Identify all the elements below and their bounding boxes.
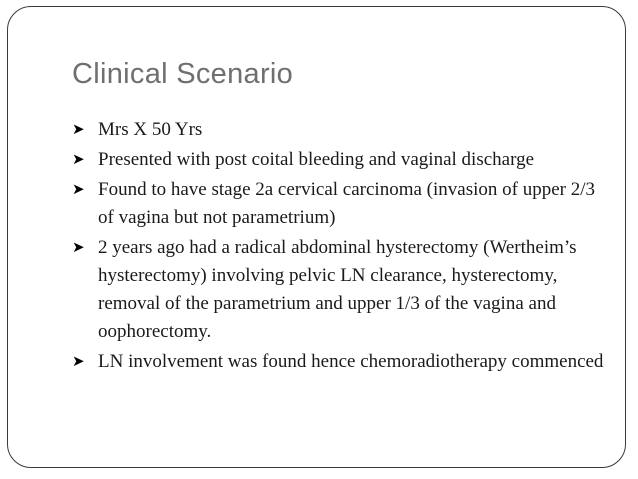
bullet-list — [72, 116, 612, 378]
bullet-text: Presented with post coital bleeding and vaginal discharge — [98, 149, 535, 170]
slide-title: Clinical Scenario — [72, 58, 294, 90]
list-item — [72, 234, 612, 346]
bullet-text: LN involvement was found hence chemoradiotherapy commenced — [98, 351, 604, 372]
slide-frame — [7, 6, 626, 468]
bullet-text: 2 years ago had a radical abdominal hysterectomy (Wertheim’s hysterectomy) involving pelvic LN clearance, hysterectomy, removal of the parametrium and upper 1/3 of the vagina and oophorectomy. — [98, 237, 577, 342]
list-item — [72, 146, 612, 174]
bullet-text: Mrs X 50 Yrs — [98, 119, 203, 140]
list-item — [72, 116, 612, 144]
arrow-bullet-icon: ➤ — [72, 152, 85, 168]
arrow-bullet-icon: ➤ — [72, 122, 85, 138]
arrow-bullet-icon: ➤ — [72, 182, 85, 198]
list-item — [72, 348, 612, 376]
list-item — [72, 176, 612, 232]
bullet-text: Found to have stage 2a cervical carcinoma (invasion of upper 2/3 of vagina but not parametrium) — [98, 179, 595, 228]
arrow-bullet-icon: ➤ — [72, 240, 85, 256]
arrow-bullet-icon: ➤ — [72, 354, 85, 370]
